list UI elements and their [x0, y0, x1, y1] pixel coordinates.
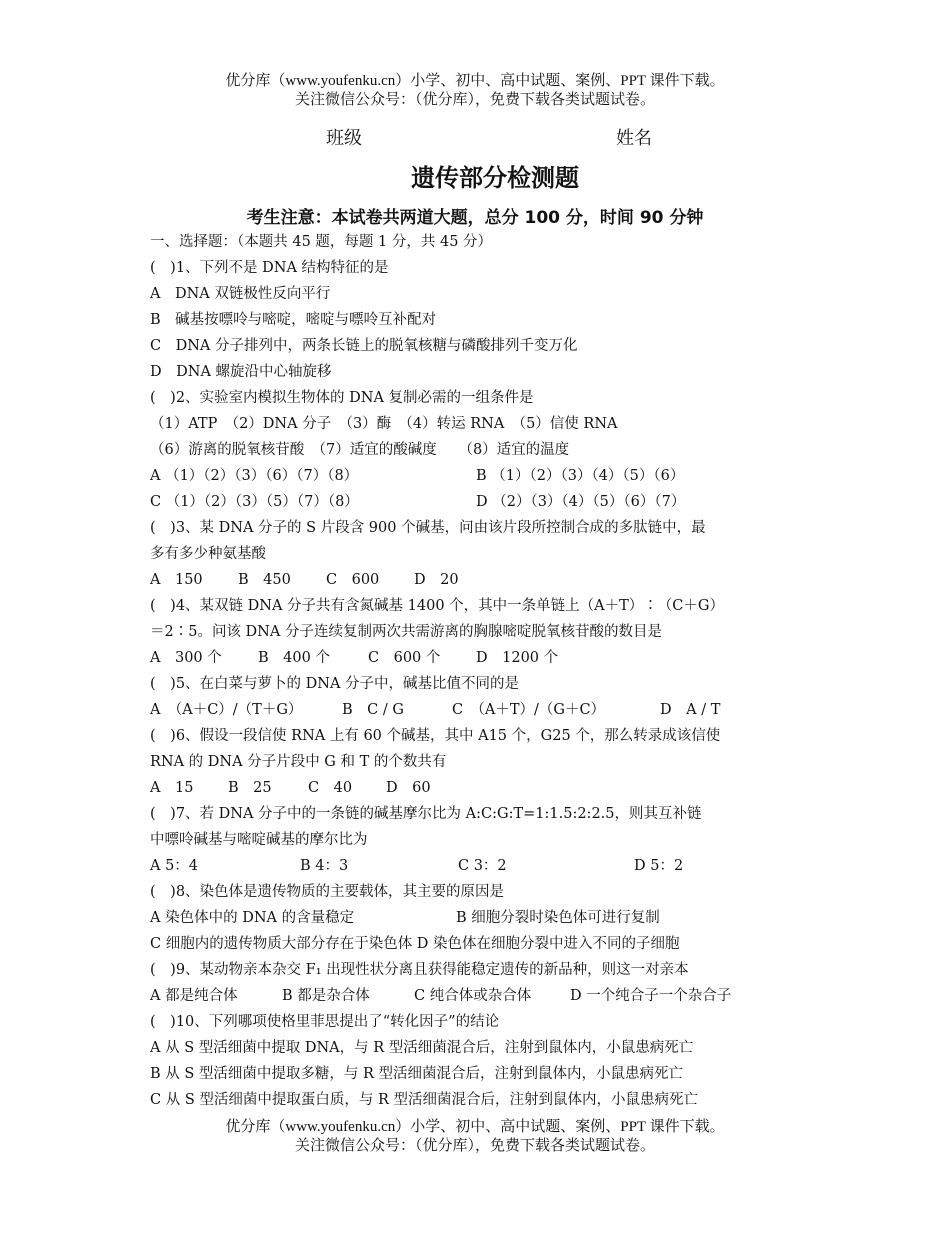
q8-option-b: B 细胞分裂时染色体可进行复制	[456, 910, 660, 926]
q3-stem-1: ( )3、某 DNA 分子的 S 片段含 900 个碱基，问由该片段所控制合成的多肽链中，最	[150, 520, 706, 536]
header-line-2: 关注微信公众号：（优分库），免费下载各类试题试卷。	[294, 92, 655, 108]
q5-stem: ( )5、在白菜与萝卜的 DNA 分子中，碱基比值不同的是	[150, 676, 520, 692]
page-title: 遗传部分检测题	[411, 164, 579, 192]
q3-option-d: D 20	[414, 572, 459, 588]
q1-option-a: A DNA 双链极性反向平行	[150, 286, 331, 302]
class-label: 班级	[326, 128, 362, 149]
q2-options-ab	[150, 463, 810, 489]
q8-options-ab	[150, 905, 810, 931]
question-list	[150, 229, 810, 1113]
q2-option-b: B （1）（2）（3）（4）（5）（6）	[476, 468, 685, 484]
q5-option-c: C （A＋T）/（G＋C）	[452, 702, 606, 718]
q1-option-d: D DNA 螺旋沿中心轴旋移	[150, 364, 332, 380]
footer-line-2: 关注微信公众号：（优分库），免费下载各类试题试卷。	[294, 1138, 655, 1154]
q5-option-d: D A / T	[660, 702, 721, 718]
q4-stem-2: ＝2∶5。问该 DNA 分子连续复制两次共需游离的胸腺嘧啶脱氧核苷酸的数目是	[150, 624, 662, 640]
q7-option-a: A 5：4	[150, 858, 199, 874]
q9-options	[150, 983, 810, 1009]
q6-option-c: C 40	[308, 780, 353, 796]
q4-option-a: A 300 个	[150, 650, 222, 666]
q6-option-a: A 15	[150, 780, 194, 796]
q3-stem-2: 多有多少种氨基酸	[150, 546, 266, 562]
q8-options-cd: C 细胞内的遗传物质大部分存在于染色体 D 染色体在细胞分裂中进入不同的子细胞	[150, 936, 680, 952]
q5-option-a: A （A＋C）/（T＋G）	[150, 702, 303, 718]
header-line-1: 优分库（www.youfenku.cn）小学、初中、高中试题、案例、PPT 课件下载。	[225, 73, 725, 89]
page-header	[0, 72, 950, 110]
q2-stem: ( )2、实验室内模拟生物体的 DNA 复制必需的一组条件是	[150, 390, 534, 406]
q1-option-c: C DNA 分子排列中，两条长链上的脱氧核糖与磷酸排列千变万化	[150, 338, 578, 354]
page-footer	[0, 1118, 950, 1156]
q4-stem-1: ( )4、某双链 DNA 分子共有含氮碱基 1400 个，其中一条单链上（A＋T）∶（C＋G）	[150, 598, 724, 614]
q7-options	[150, 853, 810, 879]
q6-option-d: D 60	[386, 780, 431, 796]
q5-options	[150, 697, 810, 723]
q10-option-c: C 从 S 型活细菌中提取蛋白质，与 R 型活细菌混合后，注射到鼠体内，小鼠患病死亡	[150, 1092, 698, 1108]
footer-line-1: 优分库（www.youfenku.cn）小学、初中、高中试题、案例、PPT 课件下载。	[225, 1119, 725, 1135]
q2-conditions-1: （1）ATP （2）DNA 分子 （3）酶 （4）转运 RNA （5）信使 RNA	[150, 416, 618, 432]
q10-option-a: A 从 S 型活细菌中提取 DNA，与 R 型活细菌混合后，注射到鼠体内，小鼠患病死亡	[150, 1040, 694, 1056]
section-heading: 一、选择题：（本题共 45 题，每题 1 分，共 45 分）	[150, 234, 493, 250]
q6-options	[150, 775, 810, 801]
q8-option-a: A 染色体中的 DNA 的含量稳定	[150, 910, 355, 926]
q9-option-c: C 纯合体或杂合体	[414, 988, 532, 1004]
q3-option-a: A 150	[150, 572, 203, 588]
q1-stem: ( )1、下列不是 DNA 结构特征的是	[150, 260, 389, 276]
q5-option-b: B C / G	[342, 702, 404, 718]
q3-options	[150, 567, 810, 593]
q7-option-c: C 3：2	[458, 858, 507, 874]
q7-option-d: D 5：2	[634, 858, 684, 874]
q9-option-d: D 一个纯合子一个杂合子	[570, 988, 732, 1004]
q10-option-b: B 从 S 型活细菌中提取多糖，与 R 型活细菌混合后，注射到鼠体内，小鼠患病死亡	[150, 1066, 684, 1082]
q7-stem-2: 中嘌呤碱基与嘧啶碱基的摩尔比为	[150, 832, 368, 848]
q6-stem-2: RNA 的 DNA 分子片段中 G 和 T 的个数共有	[150, 754, 447, 770]
q4-option-b: B 400 个	[258, 650, 330, 666]
q2-option-c: C （1）（2）（3）（5）（7）（8）	[150, 494, 359, 510]
q10-stem: ( )10、下列哪项使格里菲思提出了“转化因子”的结论	[150, 1014, 500, 1030]
q2-option-d: D （2）（3）（4）（5）（6）（7）	[476, 494, 686, 510]
q4-option-c: C 600 个	[368, 650, 441, 666]
q4-option-d: D 1200 个	[476, 650, 559, 666]
q2-options-cd	[150, 489, 810, 515]
q8-stem: ( )8、染色体是遗传物质的主要载体，其主要的原因是	[150, 884, 505, 900]
q9-stem: ( )9、某动物亲本杂交 F₁ 出现性状分离且获得能稳定遗传的新品种，则这一对亲本	[150, 962, 689, 978]
q2-conditions-2: （6）游离的脱氧核苷酸 （7）适宜的酸碱度 （8）适宜的温度	[150, 442, 570, 458]
q7-option-b: B 4：3	[300, 858, 349, 874]
q7-stem-1: ( )7、若 DNA 分子中的一条链的碱基摩尔比为 A:C:G:T=1:1.5:2:2.5，则其互补链	[150, 806, 702, 822]
q9-option-b: B 都是杂合体	[282, 988, 370, 1004]
q6-stem-1: ( )6、假设一段信使 RNA 上有 60 个碱基，其中 A15 个，G25 个，那么转录成该信使	[150, 728, 721, 744]
exam-notice: 考生注意：本试卷共两道大题，总分 100 分，时间 90 分钟	[246, 208, 704, 228]
q2-option-a: A （1）（2）（3）（6）（7）（8）	[150, 468, 359, 484]
q3-option-b: B 450	[238, 572, 291, 588]
q9-option-a: A 都是纯合体	[150, 988, 238, 1004]
q4-options	[150, 645, 810, 671]
q1-option-b: B 碱基按嘌呤与嘧啶，嘧啶与嘌呤互补配对	[150, 312, 437, 328]
q3-option-c: C 600	[326, 572, 380, 588]
name-label: 姓名	[616, 128, 652, 149]
q6-option-b: B 25	[228, 780, 272, 796]
